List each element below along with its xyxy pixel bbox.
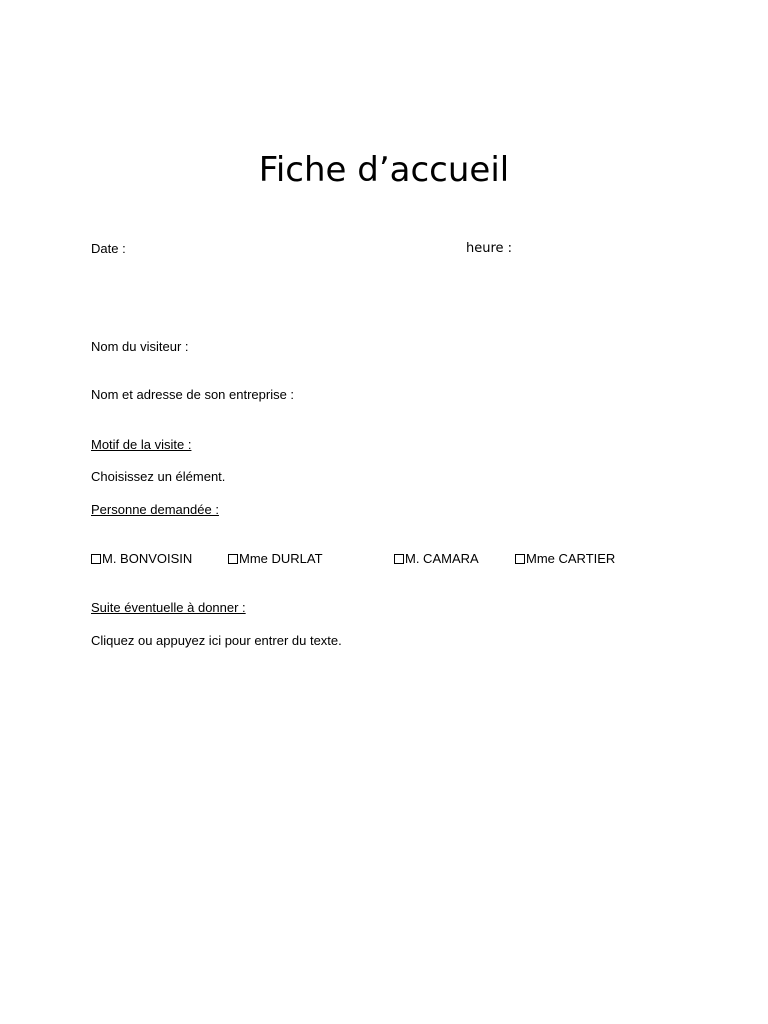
checkbox-icon[interactable] [91,554,101,564]
heure-label: heure : [466,241,513,256]
date-label: Date : [91,241,126,256]
checkbox-icon[interactable] [394,554,404,564]
person-label: Personne demandée : [91,502,219,517]
person-option-label: M. BONVOISIN [102,551,193,566]
person-option-cartier[interactable] [515,551,615,567]
person-option-label: Mme DURLAT [239,551,323,566]
company-label: Nom et adresse de son entreprise : [91,387,295,402]
person-option-camara[interactable] [394,551,479,567]
suite-label: Suite éventuelle à donner : [91,600,246,615]
person-option-label: Mme CARTIER [526,551,616,566]
motif-label: Motif de la visite : [91,437,192,452]
page-title: Fiche d’accueil [258,150,510,190]
checkbox-icon[interactable] [515,554,525,564]
person-option-durlat[interactable] [228,551,323,567]
checkbox-icon[interactable] [228,554,238,564]
person-option-bonvoisin[interactable] [91,551,192,567]
motif-dropdown[interactable]: Choisissez un élément. [91,469,226,484]
suite-text-field[interactable]: Cliquez ou appuyez ici pour entrer du texte. [91,633,342,648]
visitor-name-label: Nom du visiteur : [91,339,189,354]
person-option-label: M. CAMARA [405,551,479,566]
